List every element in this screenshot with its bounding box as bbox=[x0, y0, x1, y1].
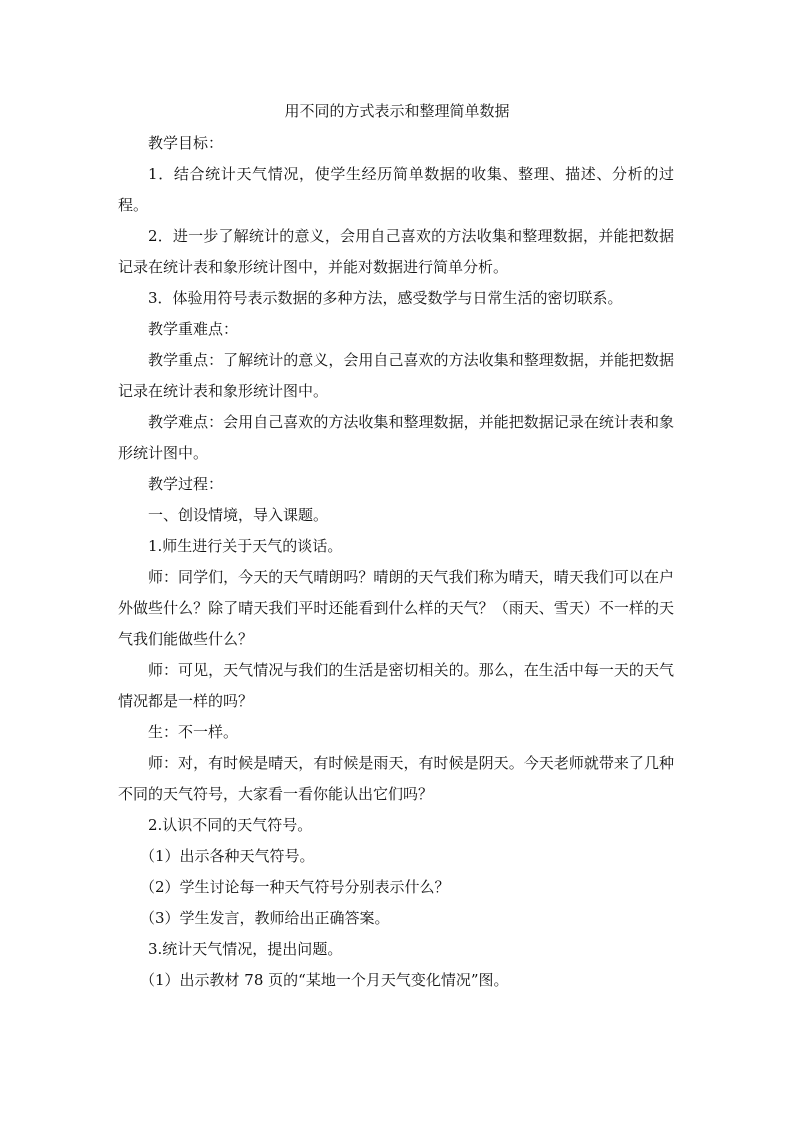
step-2-item-1: （1）出示各种天气符号。 bbox=[140, 847, 315, 865]
goal-1: 1．结合统计天气情况，使学生经历简单数据的收集、整理、描述、分析的过程。 bbox=[118, 165, 674, 214]
dialogue-teacher-1: 师：同学们，今天的天气晴朗吗？晴朗的天气我们称为晴天，晴天我们可以在户外做些什么？除了晴天我们平时还能看到什么样的天气？（雨天、雪天）不一样的天气我们能做些什么？ bbox=[118, 568, 674, 648]
step-3-heading: 3.统计天气情况，提出问题。 bbox=[148, 940, 343, 958]
dialogue-teacher-2: 师：可见，天气情况与我们的生活是密切相关的。那么，在生活中每一天的天气情况都是一样的吗？ bbox=[118, 661, 674, 710]
dialogue-student-1: 生：不一样。 bbox=[148, 723, 239, 741]
dialogue-teacher-3: 师：对，有时候是晴天，有时候是雨天，有时候是阴天。今天老师就带来了几种不同的天气符号，大家看一看你能认出它们吗？ bbox=[118, 754, 674, 803]
section-1-heading: 一、创设情境，导入课题。 bbox=[148, 506, 329, 524]
step-2-item-2: （2）学生讨论每一种天气符号分别表示什么？ bbox=[140, 878, 450, 896]
difficult-point: 教学难点：会用自己喜欢的方法收集和整理数据，并能把数据记录在统计表和象形统计图中。 bbox=[118, 413, 674, 462]
heading-key-difficult-points: 教学重难点： bbox=[148, 320, 239, 338]
step-1-heading: 1.师生进行关于天气的谈话。 bbox=[148, 537, 343, 555]
step-2-item-3: （3）学生发言，教师给出正确答案。 bbox=[140, 909, 390, 927]
step-2-heading: 2.认识不同的天气符号。 bbox=[148, 816, 313, 834]
step-3-item-1: （1）出示教材 78 页的“某地一个月天气变化情况”图。 bbox=[140, 971, 509, 989]
goal-3: 3．体验用符号表示数据的多种方法，感受数学与日常生活的密切联系。 bbox=[148, 289, 623, 307]
key-point: 教学重点：了解统计的意义，会用自己喜欢的方法收集和整理数据，并能把数据记录在统计表和象形统计图中。 bbox=[118, 351, 674, 400]
heading-teaching-process: 教学过程： bbox=[148, 475, 224, 493]
goal-2: 2．进一步了解统计的意义，会用自己喜欢的方法收集和整理数据，并能把数据记录在统计表和象形统计图中，并能对数据进行简单分析。 bbox=[118, 227, 674, 276]
document-title: 用不同的方式表示和整理简单数据 bbox=[284, 102, 510, 120]
heading-teaching-goals: 教学目标： bbox=[148, 134, 224, 152]
